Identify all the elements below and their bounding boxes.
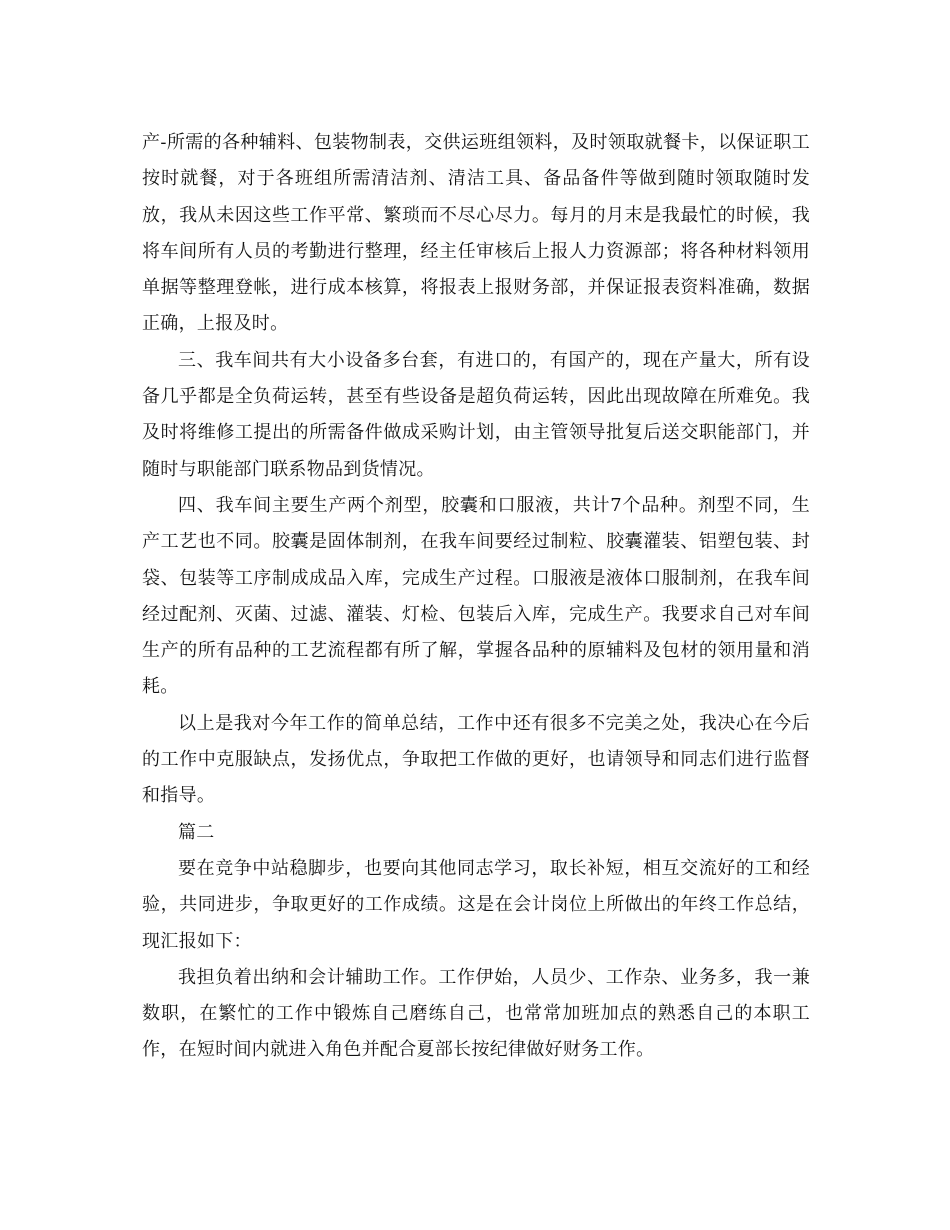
section-heading: 篇二 xyxy=(178,821,215,843)
document-body xyxy=(142,125,810,1069)
paragraph-equipment: 三、我车间共有大小设备多台套，有进口的，有国产的，现在产量大，所有设备几乎都是全负荷运转，甚至有些设备是超负荷运转，因此出现故障在所难免。我及时将维修工提出的所需备件做成采购计划，由主管领导批复后送交职能部门，并随时与职能部门联系物品到货情况。 xyxy=(142,349,810,480)
paragraph-intro: 要在竞争中站稳脚步，也要向其他同志学习，取长补短，相互交流好的工和经验，共同进步，争取更好的工作成绩。这是在会计岗位上所做出的年终工作总结，现汇报如下： xyxy=(142,857,810,952)
paragraph-production: 四、我车间主要生产两个剂型，胶囊和口服液，共计7个品种。剂型不同，生产工艺也不同。胶囊是固体制剂，在我车间要经过制粒、胶囊灌装、铝塑包装、封袋、包装等工序制成成品入库，完成生产过程。口服液是液体口服制剂，在我车间经过配剂、灭菌、过滤、灌装、灯检、包装后入库，完成生产。我要求自己对车间生产的所有品种的工艺流程都有所了解，掌握各品种的原辅料及包材的领用量和消耗。 xyxy=(142,494,810,698)
paragraph-summary: 以上是我对今年工作的简单总结，工作中还有很多不完美之处，我决心在今后的工作中克服缺点，发扬优点，争取把工作做的更好，也请领导和同志们进行监督和指导。 xyxy=(142,712,810,807)
paragraph-continuation: 产-所需的各种辅料、包装物制表，交供运班组领料，及时领取就餐卡，以保证职工按时就餐，对于各班组所需清洁剂、清洁工具、备品备件等做到随时领取随时发放，我从未因这些工作平常、繁琐而不尽心尽力。每月的月末是我最忙的时候，我将车间所有人员的考勤进行整理，经主任审核后上报人力资源部；将各种材料领用单据等整理登帐，进行成本核算，将报表上报财务部，并保证报表资料准确，数据正确，上报及时。 xyxy=(142,132,810,335)
paragraph-duties: 我担负着出纳和会计辅助工作。工作伊始，人员少、工作杂、业务多，我一兼数职，在繁忙的工作中锻炼自己磨练自己，也常常加班加点的熟悉自己的本职工作，在短时间内就进入角色并配合夏部长按纪律做好财务工作。 xyxy=(142,966,810,1061)
